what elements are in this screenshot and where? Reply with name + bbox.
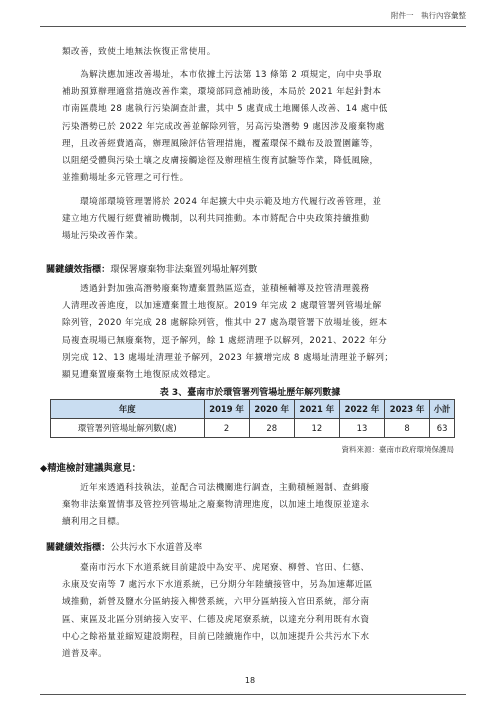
text-line: 透過針對加強高潛勢廢棄物遭棄置熱區巡查，並積極輔導及控管清理義務 xyxy=(62,284,370,294)
text-line: 近年來透過科技執法，並配合司法機關進行調查，主動積極遏制、查緝廢 xyxy=(62,483,370,493)
kpi-label: 關鍵績效指標： xyxy=(46,542,111,553)
text-line: 補助預算辦理適當措施改善作業，環境部同意補助後，本局於 2021 年起針對本 xyxy=(62,87,382,98)
cell-2021: 12 xyxy=(294,419,339,438)
header-2023: 2023 年 xyxy=(385,400,430,419)
text-line: 污染潛勢已於 2022 年完成改善並解除列管，另高污染潛勢 9 處因涉及廢棄物處 xyxy=(62,121,385,132)
text-line: 局複查現場已無廢棄物，逕予解列，餘 1 處經清理予以解列，2021、2022 年分 xyxy=(62,335,388,346)
running-header: 附件一 執行內容彙整 xyxy=(391,11,466,20)
text-line: 以阻絕受體與污染土壤之皮膚接觸途徑及辦理植生復育試驗等作業，降低風險， xyxy=(62,156,379,167)
header-2019: 2019 年 xyxy=(204,400,249,419)
text-line: 建立地方代履行經費補助機制，以利共同推動。本市將配合中央政策持續推動 xyxy=(62,214,370,225)
text-line: 並推動場址多元管理之可行性。 xyxy=(62,173,189,184)
kpi-value: 環保署廢棄物非法棄置列場址解列數 xyxy=(110,264,258,275)
text-line: 永康及安南等 7 處污水下水道系統，已分期分年陸續接管中，另為加速鄰近區 xyxy=(62,580,373,591)
footer-rule xyxy=(40,694,466,695)
text-line: 續利用之目標。 xyxy=(62,517,126,528)
text-line: 類改善，致使土地無法恢復正常使用。 xyxy=(62,47,216,57)
text-line: 理，且改善經費過高，辦理風險評估管理措施，覆蓋環保不織布及設置圍籬等， xyxy=(62,138,379,149)
text-line: 人清理改善進度，以加速遭棄置土地復原。2019 年完成 2 處環管署列管場址解 xyxy=(62,301,382,312)
cell-2019: 2 xyxy=(204,419,249,438)
text-line: 別完成 12、13 處場址清理並予解列，2023 年擴增完成 8 處場址清理並予解列； xyxy=(62,352,394,363)
header-year: 年度 xyxy=(51,400,205,419)
text-line: 臺南市污水下水道系統目前建設中為安平、虎尾寮、柳營、官田、仁德、 xyxy=(62,563,370,573)
kpi-heading-illegal-dumping xyxy=(46,261,257,275)
table-row xyxy=(51,419,455,438)
table-title: 表 3、臺南市於環管署列管場址歷年解列數據 xyxy=(159,388,341,398)
header-2022: 2022 年 xyxy=(339,400,384,419)
text-line: 為解決應加速改善場址，本市依據土污法第 13 條第 2 項規定，向中央爭取 xyxy=(62,70,382,80)
text-line: 區、東區及北區分別納接入安平、仁德及虎尾寮系統，以達充分利用既有水資 xyxy=(62,614,370,625)
table-source-note: 資料來源：臺南市政府環境保護局 xyxy=(341,445,454,454)
row-label: 環管署列管場址解列數(處) xyxy=(51,419,205,438)
text-line: 棄物非法棄置情事及管控列管場址之廢棄物清理進度，以加速土地復原並達永 xyxy=(62,500,370,511)
page-number: 18 xyxy=(244,676,256,685)
paragraph-enforcement xyxy=(62,480,464,532)
table-header-row xyxy=(51,400,455,419)
paragraph-site-clearance xyxy=(62,281,464,384)
paragraph-sewer-systems xyxy=(62,560,464,663)
header-subtotal: 小計 xyxy=(430,400,455,419)
kpi-heading-sewer-coverage xyxy=(46,539,202,553)
text-line: 顯見遭棄置廢棄物土地復原成效穩定。 xyxy=(62,370,216,381)
text-line: 環境部環境管理署將於 2024 年起擴大中央示範及地方代履行改善管理，並 xyxy=(62,197,382,207)
cell-2023: 8 xyxy=(385,419,430,438)
cell-2022: 13 xyxy=(339,419,384,438)
text-line: 市南區農地 28 處執行污染調查計畫，其中 5 處責成土地關係人改善、14 處中低 xyxy=(62,104,388,115)
text-line: 除列管，2020 年完成 28 處解除列管，惟其中 27 處為環管署下放場址後，經本 xyxy=(62,318,388,329)
paragraph-central-program xyxy=(62,194,464,246)
header-2021: 2021 年 xyxy=(294,400,339,419)
text-line: 道普及率。 xyxy=(62,649,108,660)
paragraph-remediation-subsidy xyxy=(62,67,464,187)
cell-2020: 28 xyxy=(249,419,294,438)
section-heading-improvement: ◆精進檢討建議與意見： xyxy=(40,463,141,474)
kpi-label: 關鍵績效指標： xyxy=(46,264,111,275)
text-line: 中心之餘裕量並縮短建設期程，目前已陸續施作中，以加速提升公共污水下水 xyxy=(62,631,370,642)
kpi-value: 公共污水下水道普及率 xyxy=(110,542,203,553)
header-rule xyxy=(40,26,466,27)
cell-subtotal: 63 xyxy=(430,419,455,438)
paragraph-continuation xyxy=(62,44,464,61)
text-line: 場址污染改善作業。 xyxy=(62,231,144,242)
delisting-table xyxy=(50,399,455,438)
header-2020: 2020 年 xyxy=(249,400,294,419)
text-line: 域推動，新營及鹽水分區納接入柳營系統，六甲分區納接入官田系統，部分南 xyxy=(62,597,370,608)
